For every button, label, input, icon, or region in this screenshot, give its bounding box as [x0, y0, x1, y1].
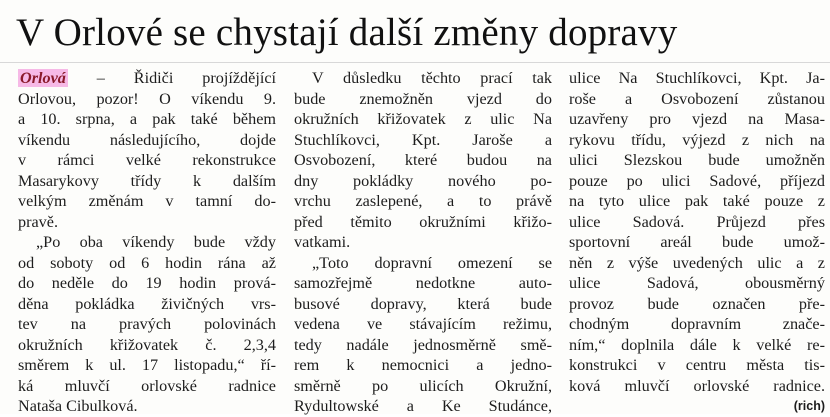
article-line: busové dopravy, která bude	[294, 294, 552, 313]
article-line: ká mluvčí orlovské radnice	[18, 376, 276, 395]
article-line: okružních křižovatek č. 2,3,4	[18, 335, 276, 354]
author-signature: (rich)	[793, 399, 825, 413]
headline: V Orlové se chystají další změny dopravy	[16, 11, 678, 54]
article-line: velkým změnám v tamní do-	[18, 192, 276, 210]
article-line: ková mluvčí orlovské radnice.	[569, 376, 825, 395]
byline-location: Orlová	[20, 69, 66, 87]
article-column-1	[18, 68, 276, 417]
article-line: do neděle do 19 hodin prová-	[18, 274, 276, 292]
article-line	[569, 396, 825, 417]
article-line: před těmito okružními křižo-	[294, 212, 552, 231]
article-line: roše a Osvobození zůstanou	[569, 89, 825, 108]
article-line: ulice Na Stuchlíkovci, Kpt. Ja-	[569, 69, 825, 87]
article-line: víkendu následujícího, dojde	[18, 130, 276, 149]
article-line: vedena ve stávajícím režimu,	[294, 315, 552, 333]
article-line: Orlovou, pozor! O víkendu 9.	[18, 89, 276, 108]
article-line: tedy nadále jednosměrně smě-	[294, 335, 552, 354]
article-line: a 10. srpna, a pak také během	[18, 110, 276, 128]
article-line: okružních křižovatek z ulic Na	[294, 110, 552, 128]
article-line: něn z výše uvedených ulic a z	[569, 253, 825, 272]
article-line: dny pokládky nového po-	[294, 171, 552, 190]
article-line: ulice Sadová, obousměrný	[569, 274, 825, 292]
article-line: ním,“ doplnila dále k velké re-	[569, 335, 825, 354]
article-line: rykovu třídu, výjezd z nich na	[569, 130, 825, 149]
article-line: Masarykovy třídy k dalším	[18, 171, 276, 190]
article-line: ulici Slezskou bude umožněn	[569, 151, 825, 169]
article-line: konstrukci v centru města tis-	[569, 356, 825, 374]
article-column-2	[294, 68, 552, 417]
article-line: vrchu zaslepené, a to právě	[294, 192, 552, 210]
article-line: Rydultowské a Ke Studánce,	[294, 397, 552, 415]
article-line: od soboty od 6 hodin rána až	[18, 253, 276, 272]
article-line: rem k nemocnici a jedno-	[294, 356, 552, 374]
article-line: „Toto dopravní omezení se	[312, 253, 552, 272]
article-line: samozřejmě nedotkne auto-	[294, 274, 552, 292]
article-line: sportovní areál bude umož-	[569, 233, 825, 251]
article-line: vatkami.	[294, 233, 351, 251]
article-line: V důsledku těchto prací tak	[312, 69, 552, 87]
article-line: provoz bude označen pře-	[569, 294, 825, 313]
article-line: pravě.	[18, 212, 58, 231]
article-line: „Po oba víkendy bude vždy	[36, 233, 276, 251]
article-column-3	[569, 68, 825, 417]
article-line: chodným dopravním znače-	[569, 315, 825, 333]
article-line: bude znemožněn vjezd do	[294, 89, 552, 108]
article-line: na tyto ulice pak také pouze z	[569, 192, 825, 210]
article-line: směrně po ulicích Okružní,	[294, 376, 552, 395]
article-line: směrem k ul. 17 listopadu,“ ří-	[18, 356, 276, 374]
article-line: děna pokládka živičných vrs-	[18, 294, 276, 313]
article-line: Osvobození, které budou na	[294, 151, 552, 169]
article-line: Nataša Cibulková.	[18, 397, 138, 415]
article-line: v rámci velké rekonstrukce	[18, 151, 276, 169]
article-line-text: – Řidiči projíždějící	[67, 69, 276, 87]
article-line: pouze po ulici Sadové, příjezd	[569, 171, 825, 190]
headline-divider	[0, 62, 830, 63]
article-line	[18, 68, 276, 89]
article-line: Stuchlíkovci, Kpt. Jaroše a	[294, 130, 552, 149]
article-line: uzavřeny pro vjezd na Masa-	[569, 110, 825, 128]
article-line: ulice Sadová. Průjezd přes	[569, 212, 825, 231]
article-line: tev na pravých polovinách	[18, 315, 276, 333]
